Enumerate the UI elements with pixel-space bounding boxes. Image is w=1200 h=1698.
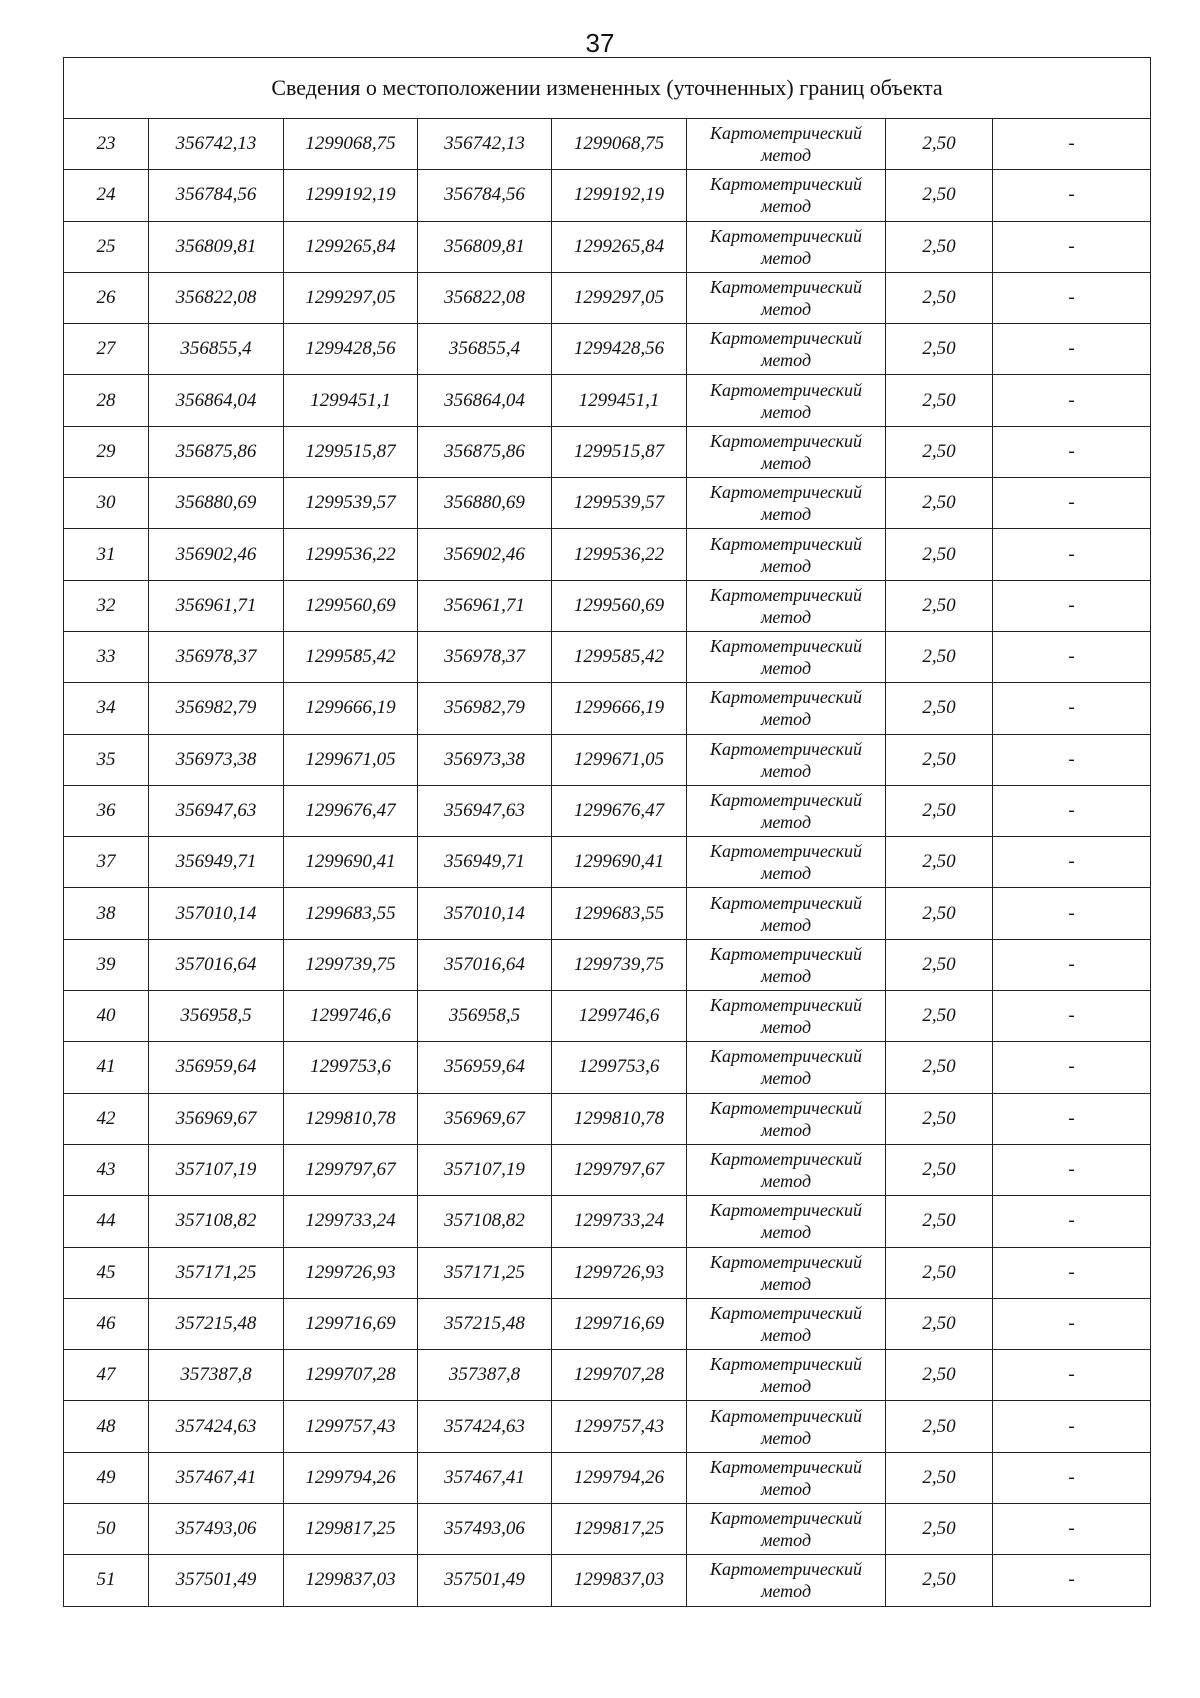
table-row <box>64 991 1151 1042</box>
method-cell: Картометрический метод <box>687 991 886 1042</box>
point-number-cell: 23 <box>64 119 149 170</box>
existing-x-cell: 357424,63 <box>149 1401 284 1452</box>
method-cell: Картометрический метод <box>687 170 886 221</box>
page-number: 37 <box>585 28 615 58</box>
note-cell: - <box>993 683 1151 734</box>
method-cell: Картометрический метод <box>687 529 886 580</box>
note-cell: - <box>993 1298 1151 1349</box>
existing-y-cell: 1299560,69 <box>284 580 418 631</box>
refined-x-cell: 356947,63 <box>418 785 552 836</box>
accuracy-cell: 2,50 <box>886 1247 993 1298</box>
existing-x-cell: 356902,46 <box>149 529 284 580</box>
existing-y-cell: 1299837,03 <box>284 1555 418 1606</box>
refined-y-cell: 1299539,57 <box>552 478 687 529</box>
method-cell: Картометрический метод <box>687 1093 886 1144</box>
point-number-cell: 49 <box>64 1452 149 1503</box>
existing-y-cell: 1299726,93 <box>284 1247 418 1298</box>
refined-y-cell: 1299666,19 <box>552 683 687 734</box>
existing-y-cell: 1299428,56 <box>284 324 418 375</box>
existing-y-cell: 1299757,43 <box>284 1401 418 1452</box>
table-row <box>64 1452 1151 1503</box>
accuracy-cell: 2,50 <box>886 221 993 272</box>
refined-y-cell: 1299716,69 <box>552 1298 687 1349</box>
existing-y-cell: 1299817,25 <box>284 1504 418 1555</box>
note-cell: - <box>993 1196 1151 1247</box>
existing-y-cell: 1299671,05 <box>284 734 418 785</box>
refined-y-cell: 1299265,84 <box>552 221 687 272</box>
refined-y-cell: 1299297,05 <box>552 272 687 323</box>
existing-x-cell: 356784,56 <box>149 170 284 221</box>
accuracy-cell: 2,50 <box>886 1504 993 1555</box>
existing-y-cell: 1299676,47 <box>284 785 418 836</box>
refined-x-cell: 356978,37 <box>418 631 552 682</box>
note-cell: - <box>993 734 1151 785</box>
accuracy-cell: 2,50 <box>886 170 993 221</box>
existing-y-cell: 1299297,05 <box>284 272 418 323</box>
existing-y-cell: 1299068,75 <box>284 119 418 170</box>
table-row <box>64 683 1151 734</box>
accuracy-cell: 2,50 <box>886 580 993 631</box>
refined-y-cell: 1299585,42 <box>552 631 687 682</box>
refined-x-cell: 357467,41 <box>418 1452 552 1503</box>
accuracy-cell: 2,50 <box>886 478 993 529</box>
accuracy-cell: 2,50 <box>886 785 993 836</box>
existing-y-cell: 1299716,69 <box>284 1298 418 1349</box>
accuracy-cell: 2,50 <box>886 324 993 375</box>
existing-y-cell: 1299515,87 <box>284 426 418 477</box>
table-row <box>64 631 1151 682</box>
method-cell: Картометрический метод <box>687 837 886 888</box>
note-cell: - <box>993 272 1151 323</box>
refined-x-cell: 356959,64 <box>418 1042 552 1093</box>
existing-x-cell: 356864,04 <box>149 375 284 426</box>
existing-y-cell: 1299739,75 <box>284 939 418 990</box>
existing-x-cell: 357467,41 <box>149 1452 284 1503</box>
existing-y-cell: 1299733,24 <box>284 1196 418 1247</box>
method-cell: Картометрический метод <box>687 1452 886 1503</box>
note-cell: - <box>993 1504 1151 1555</box>
accuracy-cell: 2,50 <box>886 529 993 580</box>
refined-x-cell: 356742,13 <box>418 119 552 170</box>
existing-y-cell: 1299683,55 <box>284 888 418 939</box>
existing-x-cell: 357016,64 <box>149 939 284 990</box>
point-number-cell: 38 <box>64 888 149 939</box>
existing-y-cell: 1299753,6 <box>284 1042 418 1093</box>
point-number-cell: 48 <box>64 1401 149 1452</box>
method-cell: Картометрический метод <box>687 272 886 323</box>
table-row <box>64 1504 1151 1555</box>
refined-x-cell: 356949,71 <box>418 837 552 888</box>
table-row <box>64 324 1151 375</box>
accuracy-cell: 2,50 <box>886 1401 993 1452</box>
method-cell: Картометрический метод <box>687 888 886 939</box>
method-cell: Картометрический метод <box>687 478 886 529</box>
accuracy-cell: 2,50 <box>886 119 993 170</box>
table-row <box>64 1144 1151 1195</box>
refined-y-cell: 1299690,41 <box>552 837 687 888</box>
existing-x-cell: 356949,71 <box>149 837 284 888</box>
refined-x-cell: 356969,67 <box>418 1093 552 1144</box>
point-number-cell: 31 <box>64 529 149 580</box>
accuracy-cell: 2,50 <box>886 1093 993 1144</box>
accuracy-cell: 2,50 <box>886 631 993 682</box>
boundary-points-table <box>63 57 1151 1607</box>
refined-y-cell: 1299837,03 <box>552 1555 687 1606</box>
existing-x-cell: 357171,25 <box>149 1247 284 1298</box>
refined-y-cell: 1299797,67 <box>552 1144 687 1195</box>
point-number-cell: 30 <box>64 478 149 529</box>
accuracy-cell: 2,50 <box>886 837 993 888</box>
note-cell: - <box>993 170 1151 221</box>
refined-x-cell: 356822,08 <box>418 272 552 323</box>
table-row <box>64 529 1151 580</box>
refined-y-cell: 1299192,19 <box>552 170 687 221</box>
point-number-cell: 41 <box>64 1042 149 1093</box>
accuracy-cell: 2,50 <box>886 683 993 734</box>
table-header-row <box>64 58 1151 119</box>
refined-y-cell: 1299451,1 <box>552 375 687 426</box>
refined-y-cell: 1299810,78 <box>552 1093 687 1144</box>
method-cell: Картометрический метод <box>687 119 886 170</box>
method-cell: Картометрический метод <box>687 1247 886 1298</box>
existing-x-cell: 356880,69 <box>149 478 284 529</box>
table-row <box>64 375 1151 426</box>
accuracy-cell: 2,50 <box>886 1555 993 1606</box>
note-cell: - <box>993 324 1151 375</box>
method-cell: Картометрический метод <box>687 785 886 836</box>
existing-y-cell: 1299192,19 <box>284 170 418 221</box>
method-cell: Картометрический метод <box>687 1298 886 1349</box>
existing-x-cell: 356969,67 <box>149 1093 284 1144</box>
refined-x-cell: 357501,49 <box>418 1555 552 1606</box>
refined-y-cell: 1299428,56 <box>552 324 687 375</box>
note-cell: - <box>993 1555 1151 1606</box>
method-cell: Картометрический метод <box>687 1401 886 1452</box>
table-row <box>64 734 1151 785</box>
note-cell: - <box>993 1247 1151 1298</box>
point-number-cell: 45 <box>64 1247 149 1298</box>
existing-x-cell: 357215,48 <box>149 1298 284 1349</box>
note-cell: - <box>993 478 1151 529</box>
point-number-cell: 51 <box>64 1555 149 1606</box>
existing-x-cell: 356958,5 <box>149 991 284 1042</box>
refined-y-cell: 1299707,28 <box>552 1350 687 1401</box>
refined-x-cell: 357424,63 <box>418 1401 552 1452</box>
accuracy-cell: 2,50 <box>886 734 993 785</box>
existing-x-cell: 356982,79 <box>149 683 284 734</box>
table-row <box>64 1555 1151 1606</box>
refined-x-cell: 357387,8 <box>418 1350 552 1401</box>
point-number-cell: 43 <box>64 1144 149 1195</box>
method-cell: Картометрический метод <box>687 221 886 272</box>
point-number-cell: 24 <box>64 170 149 221</box>
table-row <box>64 1401 1151 1452</box>
refined-y-cell: 1299757,43 <box>552 1401 687 1452</box>
existing-y-cell: 1299797,67 <box>284 1144 418 1195</box>
refined-x-cell: 357010,14 <box>418 888 552 939</box>
existing-x-cell: 357387,8 <box>149 1350 284 1401</box>
point-number-cell: 36 <box>64 785 149 836</box>
note-cell: - <box>993 837 1151 888</box>
refined-x-cell: 356958,5 <box>418 991 552 1042</box>
existing-x-cell: 356961,71 <box>149 580 284 631</box>
table-title: Сведения о местоположении измененных (уточненных) границ объекта <box>64 58 1151 119</box>
point-number-cell: 26 <box>64 272 149 323</box>
method-cell: Картометрический метод <box>687 683 886 734</box>
note-cell: - <box>993 529 1151 580</box>
method-cell: Картометрический метод <box>687 1555 886 1606</box>
table-row <box>64 580 1151 631</box>
note-cell: - <box>993 580 1151 631</box>
refined-x-cell: 357107,19 <box>418 1144 552 1195</box>
table-row <box>64 1042 1151 1093</box>
method-cell: Картометрический метод <box>687 324 886 375</box>
point-number-cell: 35 <box>64 734 149 785</box>
table-row <box>64 221 1151 272</box>
existing-y-cell: 1299746,6 <box>284 991 418 1042</box>
table-row <box>64 837 1151 888</box>
refined-y-cell: 1299560,69 <box>552 580 687 631</box>
existing-y-cell: 1299707,28 <box>284 1350 418 1401</box>
existing-x-cell: 356855,4 <box>149 324 284 375</box>
existing-x-cell: 357493,06 <box>149 1504 284 1555</box>
refined-y-cell: 1299676,47 <box>552 785 687 836</box>
table-row <box>64 1298 1151 1349</box>
point-number-cell: 37 <box>64 837 149 888</box>
point-number-cell: 50 <box>64 1504 149 1555</box>
method-cell: Картометрический метод <box>687 939 886 990</box>
existing-y-cell: 1299690,41 <box>284 837 418 888</box>
refined-x-cell: 357108,82 <box>418 1196 552 1247</box>
note-cell: - <box>993 1452 1151 1503</box>
existing-x-cell: 356978,37 <box>149 631 284 682</box>
refined-y-cell: 1299515,87 <box>552 426 687 477</box>
point-number-cell: 25 <box>64 221 149 272</box>
accuracy-cell: 2,50 <box>886 888 993 939</box>
method-cell: Картометрический метод <box>687 1042 886 1093</box>
point-number-cell: 27 <box>64 324 149 375</box>
table-row <box>64 1093 1151 1144</box>
note-cell: - <box>993 1042 1151 1093</box>
point-number-cell: 34 <box>64 683 149 734</box>
note-cell: - <box>993 119 1151 170</box>
note-cell: - <box>993 785 1151 836</box>
table-row <box>64 272 1151 323</box>
refined-y-cell: 1299733,24 <box>552 1196 687 1247</box>
table-row <box>64 119 1151 170</box>
note-cell: - <box>993 375 1151 426</box>
note-cell: - <box>993 888 1151 939</box>
refined-y-cell: 1299753,6 <box>552 1042 687 1093</box>
refined-x-cell: 356961,71 <box>418 580 552 631</box>
method-cell: Картометрический метод <box>687 1196 886 1247</box>
point-number-cell: 33 <box>64 631 149 682</box>
refined-x-cell: 356855,4 <box>418 324 552 375</box>
existing-x-cell: 356809,81 <box>149 221 284 272</box>
existing-y-cell: 1299536,22 <box>284 529 418 580</box>
refined-x-cell: 357171,25 <box>418 1247 552 1298</box>
point-number-cell: 39 <box>64 939 149 990</box>
existing-y-cell: 1299666,19 <box>284 683 418 734</box>
accuracy-cell: 2,50 <box>886 939 993 990</box>
existing-y-cell: 1299265,84 <box>284 221 418 272</box>
refined-x-cell: 357493,06 <box>418 1504 552 1555</box>
refined-y-cell: 1299739,75 <box>552 939 687 990</box>
accuracy-cell: 2,50 <box>886 375 993 426</box>
table-row <box>64 1247 1151 1298</box>
refined-y-cell: 1299671,05 <box>552 734 687 785</box>
existing-y-cell: 1299794,26 <box>284 1452 418 1503</box>
accuracy-cell: 2,50 <box>886 991 993 1042</box>
accuracy-cell: 2,50 <box>886 1298 993 1349</box>
method-cell: Картометрический метод <box>687 1144 886 1195</box>
method-cell: Картометрический метод <box>687 375 886 426</box>
refined-x-cell: 356973,38 <box>418 734 552 785</box>
note-cell: - <box>993 991 1151 1042</box>
method-cell: Картометрический метод <box>687 631 886 682</box>
note-cell: - <box>993 1093 1151 1144</box>
existing-x-cell: 356822,08 <box>149 272 284 323</box>
refined-y-cell: 1299746,6 <box>552 991 687 1042</box>
method-cell: Картометрический метод <box>687 734 886 785</box>
note-cell: - <box>993 1350 1151 1401</box>
point-number-cell: 47 <box>64 1350 149 1401</box>
accuracy-cell: 2,50 <box>886 1350 993 1401</box>
existing-y-cell: 1299539,57 <box>284 478 418 529</box>
accuracy-cell: 2,50 <box>886 272 993 323</box>
refined-y-cell: 1299817,25 <box>552 1504 687 1555</box>
refined-x-cell: 356982,79 <box>418 683 552 734</box>
point-number-cell: 42 <box>64 1093 149 1144</box>
existing-x-cell: 356742,13 <box>149 119 284 170</box>
note-cell: - <box>993 426 1151 477</box>
refined-y-cell: 1299683,55 <box>552 888 687 939</box>
table-row <box>64 426 1151 477</box>
existing-x-cell: 356875,86 <box>149 426 284 477</box>
accuracy-cell: 2,50 <box>886 1196 993 1247</box>
refined-y-cell: 1299726,93 <box>552 1247 687 1298</box>
refined-x-cell: 357215,48 <box>418 1298 552 1349</box>
existing-x-cell: 357107,19 <box>149 1144 284 1195</box>
method-cell: Картометрический метод <box>687 1504 886 1555</box>
table-row <box>64 939 1151 990</box>
refined-x-cell: 356784,56 <box>418 170 552 221</box>
note-cell: - <box>993 1144 1151 1195</box>
note-cell: - <box>993 1401 1151 1452</box>
point-number-cell: 40 <box>64 991 149 1042</box>
existing-y-cell: 1299451,1 <box>284 375 418 426</box>
existing-y-cell: 1299810,78 <box>284 1093 418 1144</box>
note-cell: - <box>993 631 1151 682</box>
refined-x-cell: 356875,86 <box>418 426 552 477</box>
existing-x-cell: 357010,14 <box>149 888 284 939</box>
existing-x-cell: 357501,49 <box>149 1555 284 1606</box>
refined-x-cell: 356880,69 <box>418 478 552 529</box>
point-number-cell: 44 <box>64 1196 149 1247</box>
table-row <box>64 785 1151 836</box>
refined-x-cell: 356902,46 <box>418 529 552 580</box>
table-row <box>64 1350 1151 1401</box>
existing-y-cell: 1299585,42 <box>284 631 418 682</box>
method-cell: Картометрический метод <box>687 426 886 477</box>
table-row <box>64 888 1151 939</box>
note-cell: - <box>993 939 1151 990</box>
refined-x-cell: 356864,04 <box>418 375 552 426</box>
accuracy-cell: 2,50 <box>886 1452 993 1503</box>
point-number-cell: 32 <box>64 580 149 631</box>
method-cell: Картометрический метод <box>687 580 886 631</box>
table-row <box>64 1196 1151 1247</box>
accuracy-cell: 2,50 <box>886 426 993 477</box>
method-cell: Картометрический метод <box>687 1350 886 1401</box>
refined-y-cell: 1299794,26 <box>552 1452 687 1503</box>
refined-y-cell: 1299536,22 <box>552 529 687 580</box>
note-cell: - <box>993 221 1151 272</box>
table-row <box>64 478 1151 529</box>
refined-y-cell: 1299068,75 <box>552 119 687 170</box>
existing-x-cell: 356973,38 <box>149 734 284 785</box>
existing-x-cell: 356947,63 <box>149 785 284 836</box>
accuracy-cell: 2,50 <box>886 1144 993 1195</box>
existing-x-cell: 357108,82 <box>149 1196 284 1247</box>
refined-x-cell: 356809,81 <box>418 221 552 272</box>
refined-x-cell: 357016,64 <box>418 939 552 990</box>
accuracy-cell: 2,50 <box>886 1042 993 1093</box>
table-row <box>64 170 1151 221</box>
point-number-cell: 28 <box>64 375 149 426</box>
existing-x-cell: 356959,64 <box>149 1042 284 1093</box>
point-number-cell: 46 <box>64 1298 149 1349</box>
point-number-cell: 29 <box>64 426 149 477</box>
